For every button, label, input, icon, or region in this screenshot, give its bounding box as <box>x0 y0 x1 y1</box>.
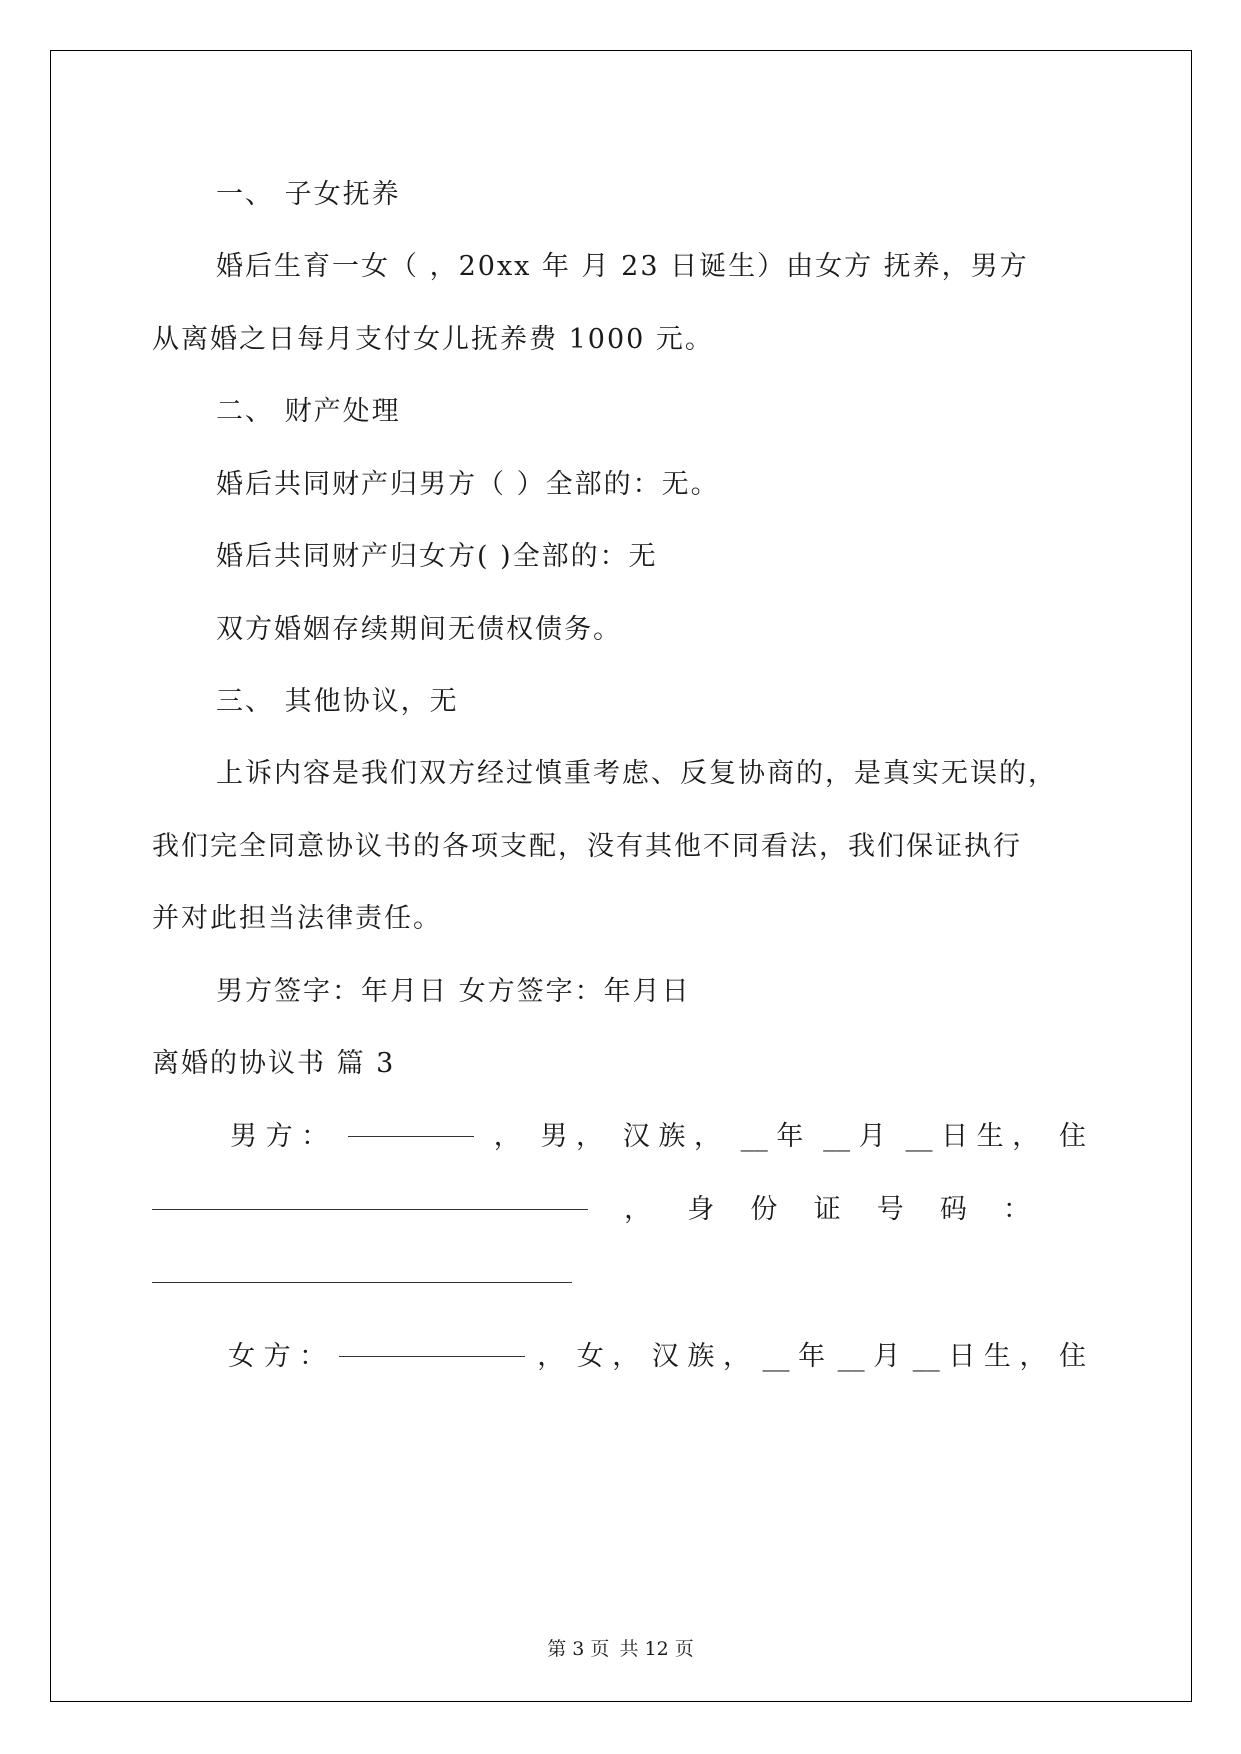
man-address-blank <box>152 1187 588 1210</box>
section-heading-property: 二、 财产处理 <box>216 396 401 427</box>
paragraph-line: 我们完全同意协议书的各项支配，没有其他不同看法，我们保证执行 <box>152 831 1022 862</box>
page-number: 第 3 页 <box>547 1638 610 1660</box>
signature-line: 男方签字：年月日 女方签字：年月日 <box>216 976 691 1007</box>
page-total: 共 12 页 <box>619 1638 694 1660</box>
woman-info-line: 女 方 ： ， 女 ， 汉 族 ， __ 年 __ 月 __ 日 生 ， 住 <box>228 1334 1086 1373</box>
paragraph-line: 婚后共同财产归男方（ ）全部的：无。 <box>216 469 720 500</box>
man-id-blank <box>152 1260 572 1283</box>
page-border <box>50 50 1192 1702</box>
man-id-line: ， 身 份 证 号 码 ： <box>152 1187 1030 1226</box>
paragraph-line: 上诉内容是我们双方经过慎重考虑、反复协商的，是真实无误的， <box>216 758 1057 789</box>
paragraph-line: 婚后共同财产归女方( )全部的：无 <box>216 541 658 572</box>
woman-name-blank <box>339 1334 525 1357</box>
section-heading-child: 一、 子女抚养 <box>216 179 401 210</box>
man-name-blank <box>348 1114 474 1137</box>
paragraph-line: 并对此担当法律责任。 <box>152 903 442 934</box>
section-heading-other: 三、 其他协议，无 <box>216 686 459 717</box>
paragraph-line: 婚后生育一女（ ，20xx 年 月 23 日诞生）由女方 抚养，男方 <box>216 251 1029 282</box>
paragraph-line: 双方婚姻存续期间无债权债务。 <box>216 614 622 645</box>
man-id-blank-line <box>152 1259 572 1290</box>
paragraph-line: 从离婚之日每月支付女儿抚养费 1000 元。 <box>152 324 714 355</box>
man-info-line: 男 方 ： ， 男 ， 汉 族 ， __ 年 __ 月 __ 日 生 ， 住 <box>230 1114 1086 1153</box>
page-footer <box>0 1634 1241 1661</box>
document-title: 离婚的协议书 篇 3 <box>152 1048 396 1079</box>
